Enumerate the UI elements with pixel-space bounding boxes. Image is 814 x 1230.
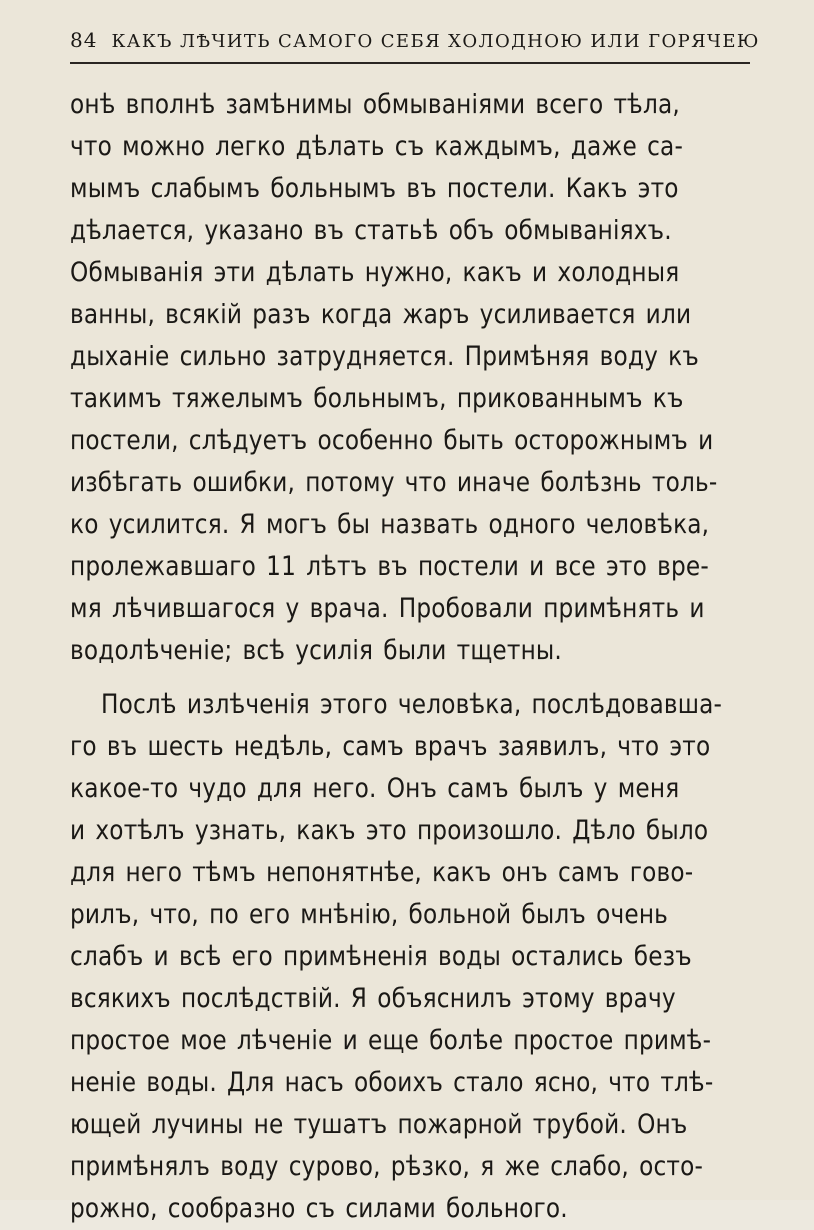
text-line: ющей лучины не тушатъ пожарной трубой. Онъ [70,1109,688,1140]
text-line: для него тѣмъ непонятнѣе, какъ онъ самъ гово- [70,857,694,888]
text-line: всякихъ послѣдствій. Я объяснилъ этому врачу [70,983,676,1014]
text-line: избѣгать ошибки, потому что иначе болѣзнь толь- [70,467,718,498]
text-line: пролежавшаго 11 лѣтъ въ постели и все это вре- [70,551,709,582]
text-line: какое-то чудо для него. Онъ самъ былъ у меня [70,773,680,804]
text-line: онѣ вполнѣ замѣнимы обмываніями всего тѣла, [70,89,680,120]
text-line: дѣлается, указано въ статьѣ объ обмываніяхъ. [70,215,672,246]
text-line: слабъ и всѣ его примѣненія воды остались безъ [70,941,692,972]
paragraph-spacing [70,672,760,684]
text-line: простое мое лѣченіе и еще болѣе простое примѣ- [70,1025,712,1056]
text-line: мя лѣчившагося у врача. Пробовали примѣнять и [70,593,705,624]
text-line: ванны, всякій разъ когда жаръ усиливается или [70,299,692,330]
text-line: и хотѣлъ узнать, какъ это произошло. Дѣло было [70,815,709,846]
text-line: рилъ, что, по его мнѣнію, больной былъ очень [70,899,669,930]
paragraph-2 [70,684,760,1230]
text-line: дыханіе сильно затрудняется. Примѣняя воду къ [70,341,699,372]
text-line: что можно легко дѣлать съ каждымъ, даже са- [70,131,684,162]
page-number: 84 [70,28,98,52]
text-line: такимъ тяжелымъ больнымъ, прикованнымъ къ [70,383,684,414]
text-line: го въ шесть недѣль, самъ врачъ заявилъ, что это [70,731,711,762]
text-line: неніе воды. Для насъ обоихъ стало ясно, что тлѣ- [70,1067,714,1098]
text-line: Обмыванія эти дѣлать нужно, какъ и холодныя [70,257,680,288]
body-text [70,84,760,1230]
running-title: КАКЪ ЛѢЧИТЬ САМОГО СЕБЯ ХОЛОДНОЮ ИЛИ ГОРЯЧЕЮ [111,31,760,52]
text-line: примѣнялъ воду сурово, рѣзко, я же слабо, осто- [70,1151,704,1182]
text-line: постели, слѣдуетъ особенно быть осторожнымъ и [70,425,714,456]
paragraph-1 [70,84,760,672]
text-line: мымъ слабымъ больнымъ въ постели. Какъ это [70,173,679,204]
text-line: ко усилится. Я могъ бы назвать одного человѣка, [70,509,710,540]
text-line: водолѣченіе; всѣ усилія были тщетны. [70,635,562,666]
header-rule [70,62,750,64]
text-line: Послѣ излѣченія этого человѣка, послѣдовавша- [100,689,723,720]
running-head [70,28,760,58]
text-line: рожно, сообразно съ силами больного. [70,1193,568,1224]
